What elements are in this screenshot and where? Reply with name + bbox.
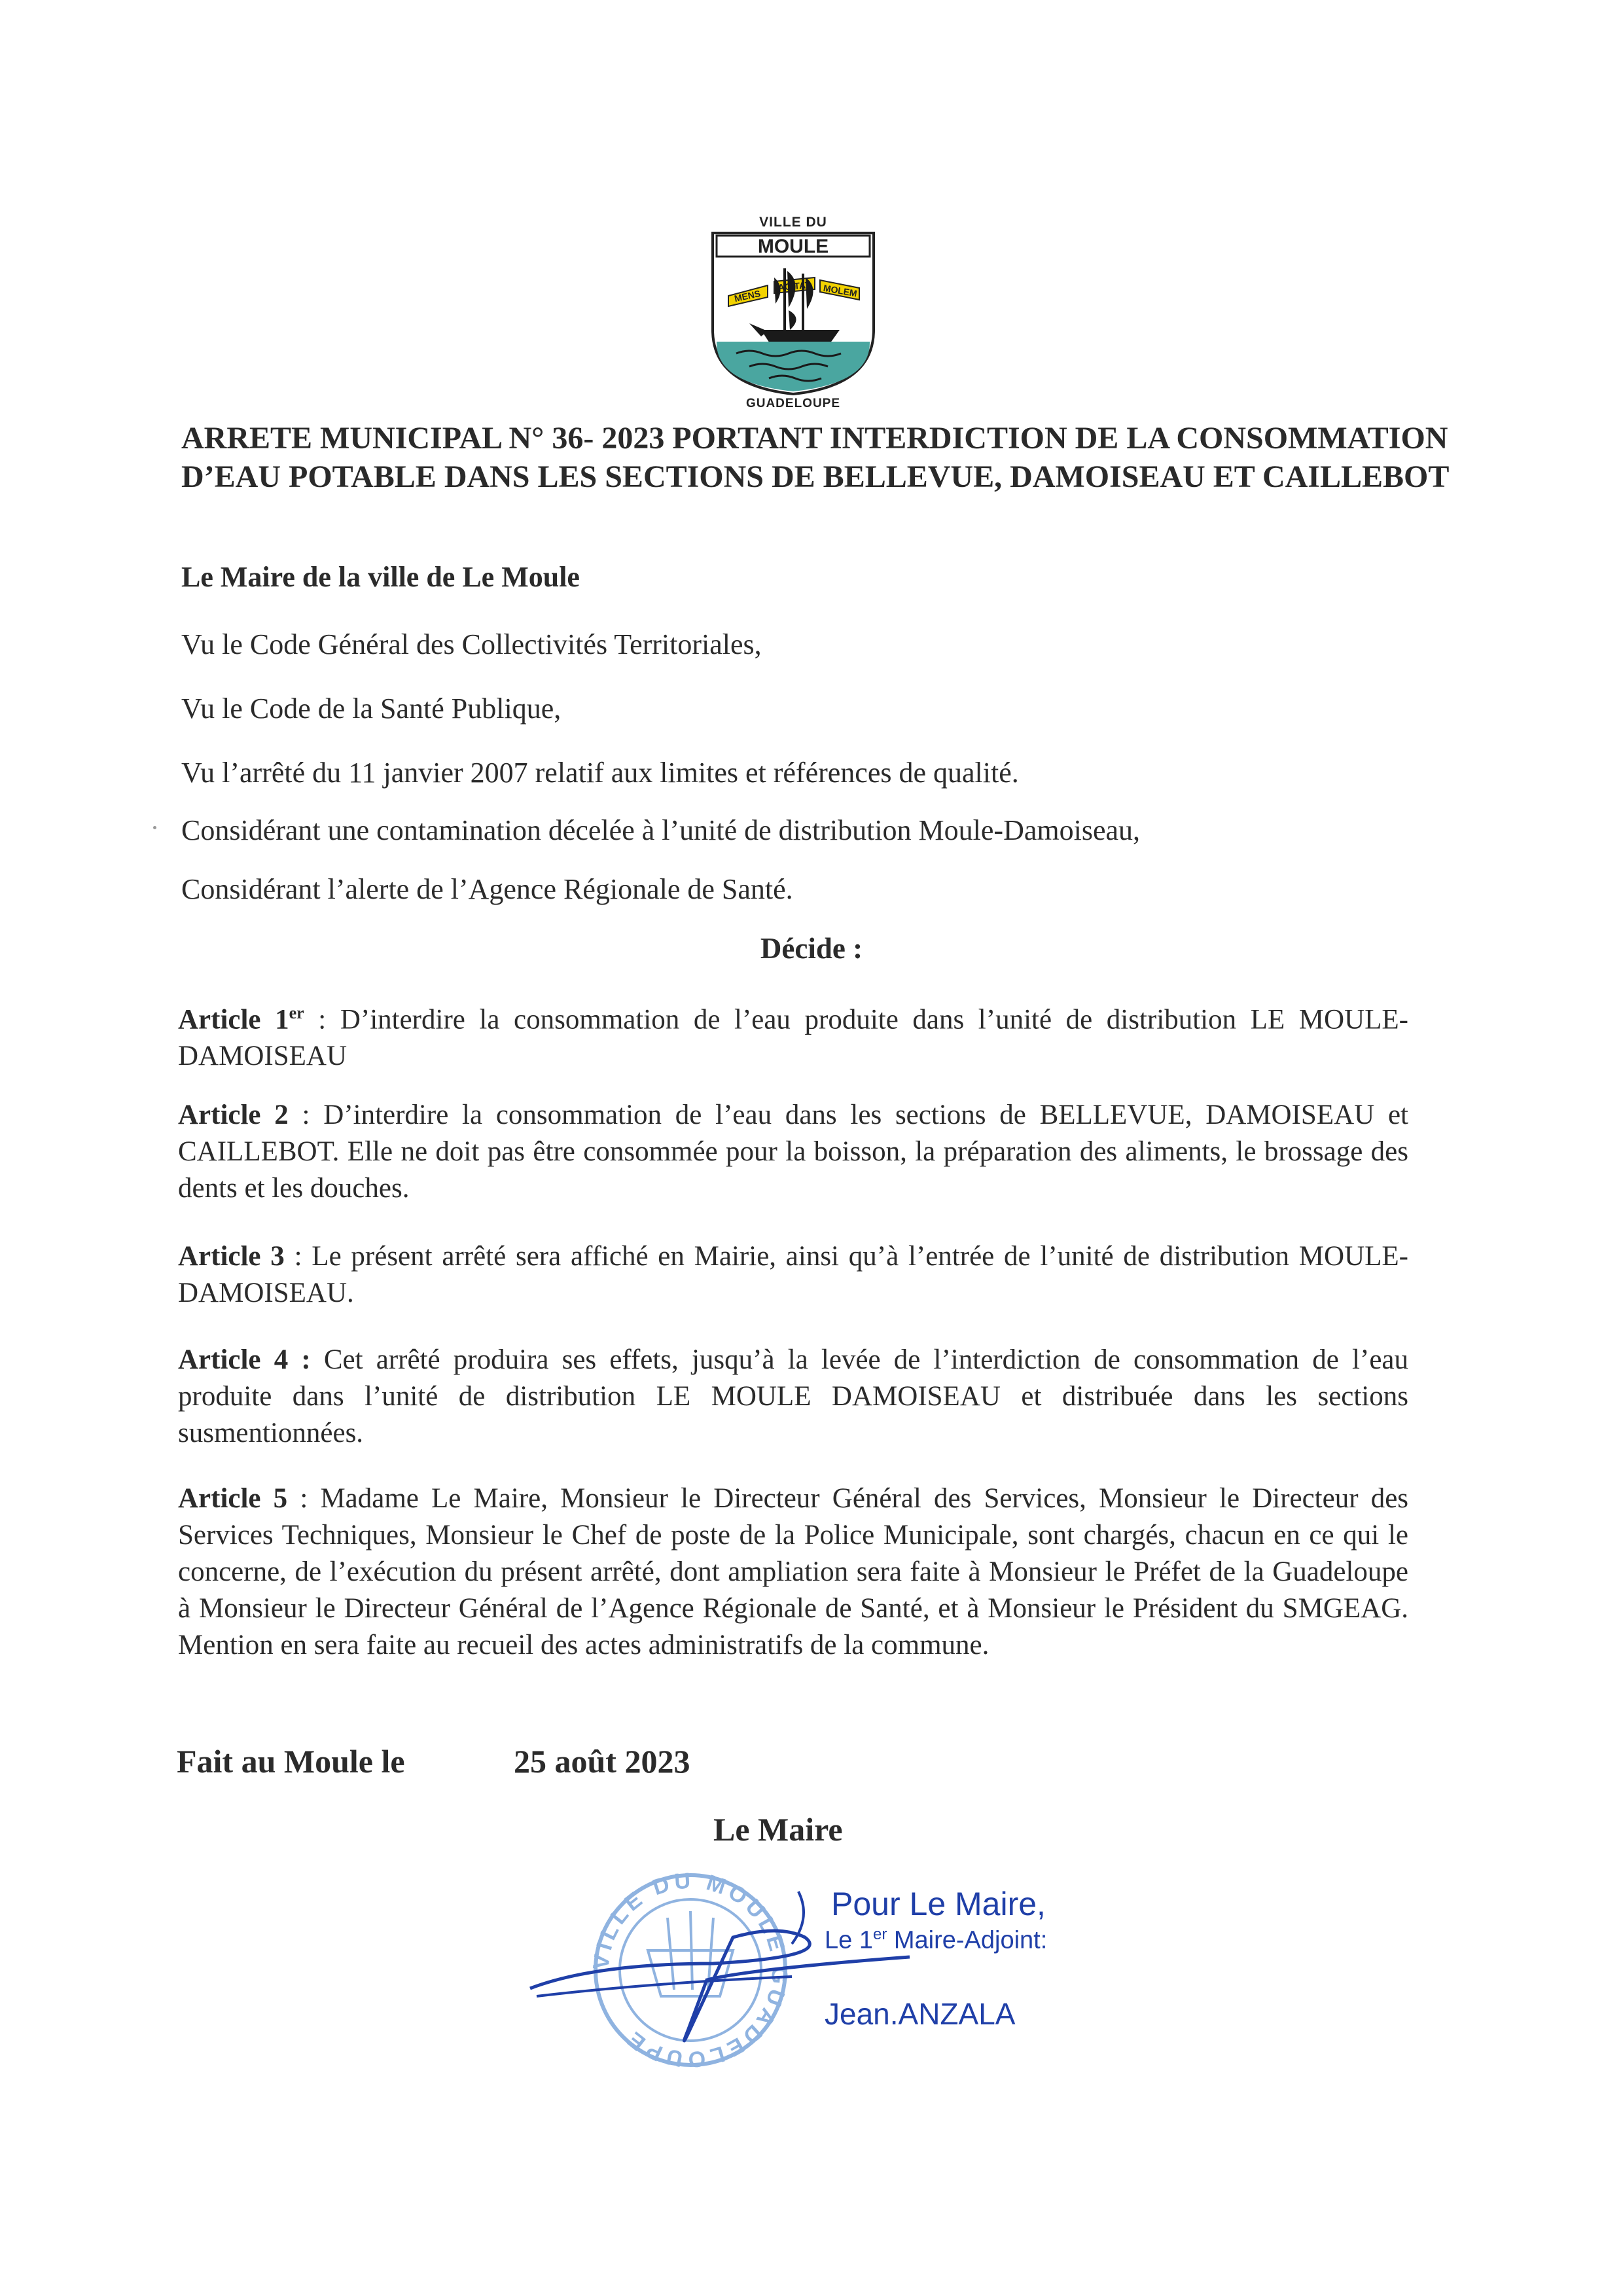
logo-top-text: VILLE DU [759, 215, 827, 230]
article-5-text: Madame Le Maire, Monsieur le Directeur Général des Services, Monsieur le Directeur des Services Techniques, Monsieur le Chef de poste de la Police Municipale, sont chargés, chacun en ce qui le concerne, de l’exécution du présent arrêté, dont ampliation sera faite à Monsieur le Préfet de la Guadeloupe à Monsieur le Directeur Général de l’Agence Régionale de Santé, et à Monsieur le Président du SMGEAG. Mention en sera faite au recueil des actes administratifs de la commune. [178, 1483, 1409, 1660]
article-4-label: Article 4 : [178, 1344, 311, 1375]
logo-name: MOULE [757, 236, 829, 257]
article-2-sep: : [288, 1100, 324, 1130]
city-logo [710, 215, 876, 412]
signature-date: 25 août 2023 [514, 1743, 690, 1780]
article-3 [178, 1238, 1408, 1312]
article-2 [178, 1097, 1408, 1207]
document-title: ARRETE MUNICIPAL N° 36- 2023 PORTANT INTERDICTION DE LA CONSOMMATION D’EAU POTABLE DANS LES SECTIONS DE BELLEVUE, DAMOISEAU ET CAILLEBOT [181, 421, 1450, 494]
article-3-sep: : [284, 1241, 312, 1272]
article-4-text: Cet arrêté produira ses effets, jusqu’à la levée de l’interdiction de consommation de l’eau produite dans l’unité de distribution LE MOULE DAMOISEAU et distribuée dans les sections susmentionnées. [178, 1344, 1408, 1448]
consideration-4: Considérant une contamination décelée à l’unité de distribution Moule-Damoiseau, [181, 814, 1141, 846]
seal-text: VILLE DU MOULE GUADELOUPE [588, 1868, 793, 2072]
article-2-label: Article 2 [178, 1100, 289, 1130]
stamp-name: Jean.ANZALA [825, 1997, 1016, 2031]
stamp-line-2-prefix: Le 1 [825, 1926, 873, 1954]
consideration-1: Vu le Code Général des Collectivités Territoriales, [181, 628, 762, 660]
authority-line: Le Maire de la ville de Le Moule [181, 561, 580, 593]
signature-place: Fait au Moule le [177, 1743, 405, 1780]
motto-word-3: MOLEM [822, 282, 858, 299]
signature-stamp [517, 1865, 1139, 2075]
article-5-label: Article 5 [178, 1483, 288, 1514]
article-1 [178, 995, 1408, 1075]
consideration-2: Vu le Code de la Santé Publique, [181, 692, 562, 725]
article-3-label: Article 3 [178, 1241, 285, 1272]
stamp-line-2-suffix: Maire-Adjoint: [887, 1926, 1048, 1954]
article-1-sep: : [304, 1004, 340, 1035]
article-3-text: Le présent arrêté sera affiché en Mairie, ainsi qu’à l’entrée de l’unité de distribution MOULE-DAMOISEAU. [178, 1241, 1408, 1308]
consideration-3: Vu l’arrêté du 11 janvier 2007 relatif aux limites et références de qualité. [181, 757, 1019, 789]
consideration-5: Considérant l’alerte de l’Agence Régionale de Santé. [181, 873, 793, 905]
article-5-sep: : [287, 1483, 321, 1514]
motto-word-1: MENS [733, 288, 762, 304]
article-1-sup: er [289, 1003, 304, 1022]
stamp-line-1: Pour Le Maire, [831, 1886, 1046, 1922]
logo-bottom-text: GUADELOUPE [745, 397, 841, 410]
stamp-line-2-sup: er [872, 1926, 887, 1943]
signature-title: Le Maire [713, 1811, 843, 1848]
article-4 [178, 1342, 1408, 1452]
margin-dot [153, 826, 156, 829]
article-2-text: D’interdire la consommation de l’eau dans les sections de BELLEVUE, DAMOISEAU et CAILLEBOT. Elle ne doit pas être consommée pour la boisson, la préparation des aliments, le brossage des dents et les douches. [178, 1100, 1408, 1204]
stamp-line-2 [825, 1926, 1047, 1955]
article-1-text: D’interdire la consommation de l’eau produite dans l’unité de distribution LE MOULE-DAMOISEAU [178, 1004, 1408, 1072]
article-5 [178, 1480, 1408, 1664]
decide-heading: Décide : [760, 932, 863, 965]
article-4-sep [311, 1344, 324, 1375]
article-1-label: Article 1 [178, 1004, 289, 1035]
coat-of-arms-icon [710, 232, 876, 395]
